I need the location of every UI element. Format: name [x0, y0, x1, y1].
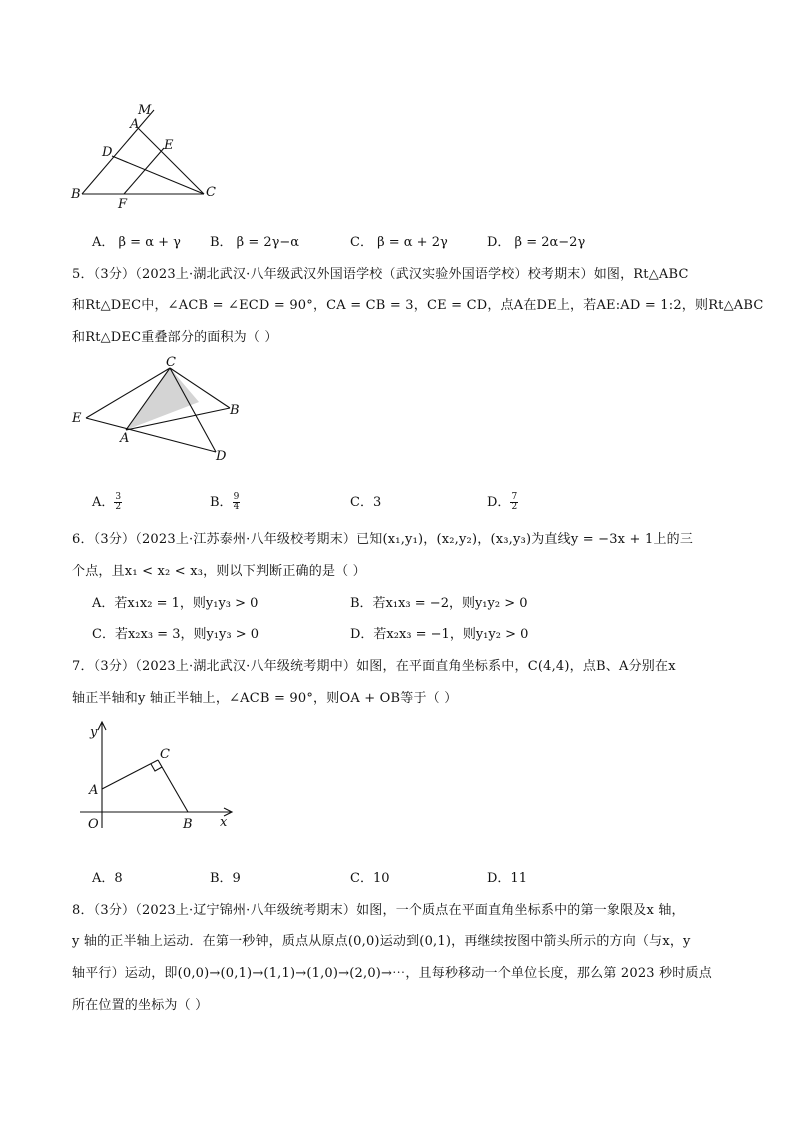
q4-option-d[interactable]: D． β = 2α−2γ [487, 235, 586, 250]
q5-option-b[interactable] [210, 491, 240, 512]
q7-figure [76, 718, 246, 838]
q7-option-c[interactable]: C．10 [350, 871, 390, 886]
label-c: C [166, 355, 176, 370]
q4-option-a[interactable]: A． β = α + γ [92, 235, 181, 250]
label-c: C [160, 747, 170, 762]
label-a: A [120, 431, 130, 446]
q7-option-b[interactable]: B．9 [210, 871, 241, 886]
q5-option-d[interactable] [487, 491, 518, 512]
q7-option-d[interactable]: D．11 [487, 871, 527, 886]
option-value: 3 [372, 495, 382, 510]
q5-line-3: 和Rt△DEC重叠部分的面积为（ ） [72, 330, 278, 345]
label-b: B [183, 817, 193, 832]
label-o: O [88, 817, 99, 832]
label-b: B [71, 187, 81, 202]
label-d: D [102, 145, 113, 160]
numerator: 7 [511, 492, 518, 502]
fraction [233, 493, 241, 512]
q6-line-1: 6．（3分）（2023上·江苏泰州·八年级校考期末）已知(x₁,y₁)，(x₂,y₂)，(x₃,y₃)为直线y = −3x + 1上的三 [72, 532, 694, 547]
fraction [114, 493, 122, 512]
label-a: A [130, 117, 140, 132]
q6-option-a[interactable]: A．若x₁x₂ = 1，则y₁y₃ > 0 [92, 596, 259, 611]
q4-option-c[interactable]: C． β = α + 2γ [350, 235, 448, 250]
denominator: 2 [115, 502, 122, 512]
label-y: y [90, 725, 98, 740]
label-x: x [220, 815, 228, 830]
q7-line-1: 7．（3分）（2023上·湖北武汉·八年级统考期中）如图，在平面直角坐标系中，C(4,4)，点B、A分别在x [72, 659, 676, 674]
denominator: 2 [511, 502, 518, 512]
q8-line-3: 轴平行）运动，即(0,0)→(0,1)→(1,1)→(1,0)→(2,0)→⋯，且每秒移动一个单位长度，那么第 2023 秒时质点 [72, 966, 712, 981]
q4-option-b[interactable]: B． β = 2γ−α [210, 235, 300, 250]
option-prefix: B． [210, 495, 233, 510]
denominator: 4 [233, 502, 240, 512]
label-b: B [230, 403, 240, 418]
label-m: M [138, 103, 152, 118]
q4-figure [66, 98, 226, 210]
numerator: 9 [233, 492, 240, 502]
q5-line-2: 和Rt△DEC中，∠ACB = ∠ECD = 90°，CA = CB = 3，CE = CD，点A在DE上，若AE:AD = 1:2，则Rt△ABC [72, 298, 764, 313]
label-e: E [72, 411, 82, 426]
label-e: E [164, 138, 174, 153]
q6-line-2: 个点，且x₁ < x₂ < x₃，则以下判断正确的是（ ） [72, 564, 366, 579]
option-prefix: C． [350, 495, 373, 510]
q5-option-c[interactable] [350, 491, 381, 510]
q5-option-a[interactable] [92, 491, 122, 512]
numerator: 3 [115, 492, 122, 502]
q5-figure [66, 352, 256, 464]
q6-option-b[interactable]: B．若x₁x₃ = −2，则y₁y₂ > 0 [350, 596, 528, 611]
q5-line-1: 5．（3分）（2023上·湖北武汉·八年级武汉外国语学校（武汉实验外国语学校）校考期末）如图，Rt△ABC [72, 267, 689, 282]
q8-line-4: 所在位置的坐标为（ ） [72, 998, 209, 1013]
option-prefix: A． [92, 495, 115, 510]
label-d: D [216, 449, 227, 464]
label-a: A [89, 783, 99, 798]
q7-line-2: 轴正半轴和y 轴正半轴上，∠ACB = 90°，则OA + OB等于（ ） [72, 691, 458, 706]
q6-option-c[interactable]: C．若x₂x₃ = 3，则y₁y₃ > 0 [92, 627, 260, 642]
fraction [510, 493, 518, 512]
q8-line-1: 8．（3分）（2023上·辽宁锦州·八年级统考期末）如图，一个质点在平面直角坐标系中的第一象限及x 轴， [72, 903, 685, 918]
label-c: C [206, 185, 216, 200]
option-prefix: D． [487, 495, 511, 510]
q8-line-2: y 轴的正半轴上运动．在第一秒钟，质点从原点(0,0)运动到(0,1)，再继续按图中箭头所示的方向（与x，y [72, 934, 691, 949]
label-f: F [118, 197, 128, 210]
q6-option-d[interactable]: D．若x₂x₃ = −1，则y₁y₂ > 0 [350, 627, 529, 642]
q7-option-a[interactable]: A．8 [92, 871, 123, 886]
